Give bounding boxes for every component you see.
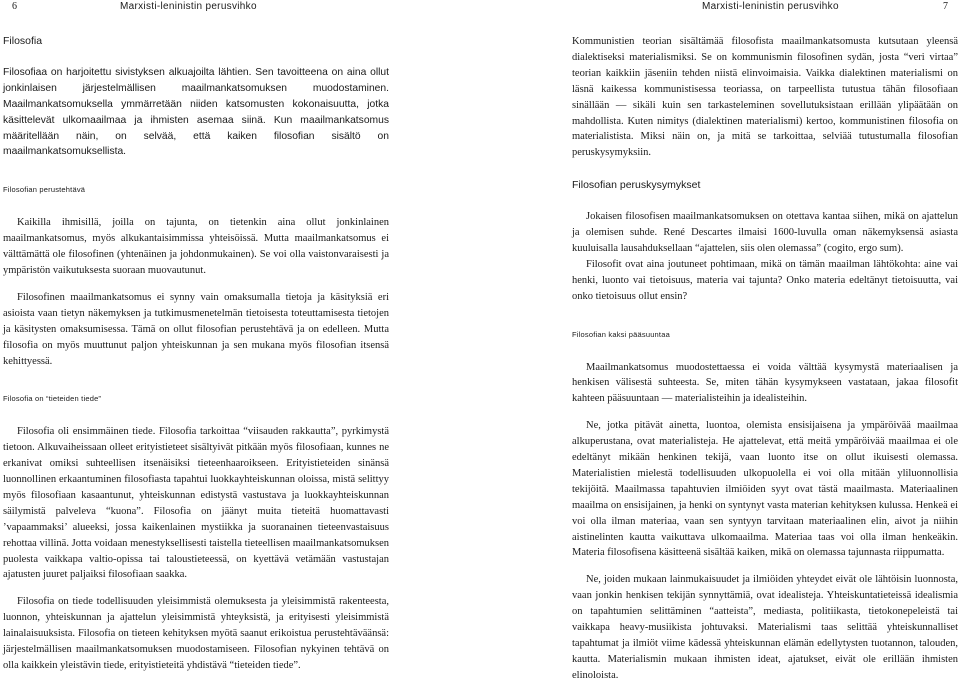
subheading-perustehtava: Filosofian perustehtävä <box>3 185 86 195</box>
right-page-header <box>486 0 948 14</box>
right-page-column <box>572 34 958 684</box>
paragraph: Filosofia oli ensimmäinen tiede. Filosofia tarkoittaa “viisauden rakkautta”, pyrkimystä tietoon. Alkuvaiheissaan olleet erityistieteet sisältyivät pitkään myös filosofiaan, kunnes ne erkanivat omiksi suhteellisen itsenäisiksi tieteenhaaroikseen. Erityistieteiden sinänsä luonnollinen erkaantuminen filosofiasta tapahtui luokkayhteiskunnan oloissa, mistä selittyy myös filosofiaan kasaantunut, yhteiskunnan edistystä vastustava ja luokkayhteiskunnan säilymistä palveleva “kuona”. Filosofia on jäänyt muita tieteitä huomattavasti ’vapaammaksi’ alueeksi, jossa kaikenlainen mystiikka ja suoranainen tieteenvastaisuus rehottaa villinä. Jotta voidaan menestyksellisesti taistella tieteellisen maailmankatsomuksen puolesta vaikkapa valtio-opissa tai taloustieteessä, on kyettävä vetämään vastustajan ajatusten juuret paljaiksi filosofiaan saakka. <box>3 426 389 581</box>
intro-block <box>3 65 389 160</box>
left-page-column <box>3 34 389 674</box>
paragraph: Ne, joiden mukaan lainmukaisuudet ja ilmiöiden yhteydet eivät ole lähtöisin luonnosta, vaan jonkin henkisen tekijän synnyttämiä, ovat idealisteja. Yhteiskuntatieteissä idealismia on tapahtumien selittäminen “aatteista”, mediasta, politiikasta, tietokonepeleistä tai vaikkapa heavy-musiikista johtuvaksi. Materialismi taas selittää yhteiskunnalliset tapahtumat ja ilmiöt viime kädessä yhteiskunnan elämän edellytysten tuotannon, talouden, kautta. Materialismin mukaan ihmisten ideat, ajatukset, eivät ole erillään ihmisten elinoloista. <box>572 574 958 681</box>
paragraph: Filosofit ovat aina joutuneet pohtimaan, mikä on tämän maailman lähtökohta: aine vai henki, luonto vai tietoisuus, materia vai tajunta? Onko materia edeltänyt tietoisuutta, vai onko tietoisuus ollut ensin? <box>572 258 958 302</box>
subheading-tieteiden-tiede: Filosofia on “tieteiden tiede” <box>3 394 102 404</box>
right-page-number: 7 <box>943 1 948 12</box>
paragraph: Filosofia on tiede todellisuuden yleisimmistä olemuksesta ja yleisimmistä rakenteesta, luonnon, yhteiskunnan ja ajattelun yleisimmistä yhteyksistä, ja erityisesti yleisimmistä lainalaisuuksista. Filosofia on tieteen kehityksen myötä saanut erikoistua perustehtäväänsä: järjestelmällisen maailmankatsomuksen muodostamiseen. Filosofian nykyinen tehtävä on olla kaikkein yleistävin tiede, erityistieteitä yhdistävä “tieteiden tiede”. <box>3 596 389 671</box>
paragraph: Filosofinen maailmankatsomus ei synny vain omaksumalla tietoja ja käsityksiä eri asioista vaan tietyn näkemyksen ja tutkimusmenetelmän tietoisesta toteuttamisesta tietojen ja käsitysten omaksumisessa. Tämä on ollut filosofian perustehtävä ja on edelleen. Mutta filosofia on myös muuttunut paljon yhteiskunnan ja sen mukana myös filosofian itsensä kehittyessä. <box>3 291 389 367</box>
paragraph: Kommunistien teorian sisältämää filosofista maailmankatsomusta kutsutaan yleensä dialektiseksi materialismiksi. Se on kommunismin filosofinen sydän, josta “veri virtaa” teorian kaikkiin jäseniin tehden niistä elinvoimaisia. Vaikka dialektinen materialismi on läsnä kaikessa kommunistisessa teoriassa, on tarpeellista tutustua tähän filosofiaan sinällään — sikäli kuin sen tarkasteleminen sovellutuksistaan erillään ylipäätään on mahdollista. Kuten nimitys (dialektinen materialismi) kertoo, kommunistinen filosofia on materialistista. Miksi näin on, ja mitä se tarkoittaa, selviää tutustumalla filosofian peruskysymyksiin. <box>572 36 958 159</box>
paragraph: Kaikilla ihmisillä, joilla on tajunta, on tietenkin aina ollut jonkinlainen maailmankatsomus, myös alkukantaisimmissa yhteisöissä. Mutta maailmankatsomus ei välttämättä ole filosofinen (yhtenäinen ja johdonmukainen). Se voi olla vaistonvaraisesti ja ympäristön vaikutuksesta suoraan muovautunut. <box>3 217 389 276</box>
paragraph: Maailmankatsomus muodostettaessa ei voida välttää kysymystä materiaalisen ja henkisen välisestä suhteesta. Se, miten tähän kysymykseen vastataan, jakaa filosofit kahteen pääsuuntaan — materialisteihin ja idealisteihin. <box>572 361 958 405</box>
left-running-title: Marxisti-leninistin perusvihko <box>120 1 257 12</box>
subheading-kaksi-paasuuntaa: Filosofian kaksi pääsuuntaa <box>572 329 670 339</box>
left-page-header <box>12 0 474 14</box>
left-page-number: 6 <box>12 1 17 12</box>
section-title-peruskysymykset: Filosofian peruskysymykset <box>572 179 701 192</box>
intro-paragraph: Filosofiaa on harjoitettu sivistyksen alkuajoilta lähtien. Sen tavoitteena on aina ollut jonkinlaisen järjestelmällisen maailmankatsomuksen muodostaminen. Maailmankatsomuksella ymmärretään niiden katsomusten kokonaisuutta, jotka käsittelevät ulkomaailmaa ja ihmisten asemaa siinä. Kun maailmankatsomus määritellään näin, on selvää, että kaiken filosofian sisältö on maailmankatsomuksellista. <box>3 66 389 158</box>
paragraph: Ne, jotka pitävät ainetta, luontoa, olemista ensisijaisena ja ympäröivää maailmaa alkuperustana, ovat materialisteja. He ajattelevat, että meitä ympäröivää maailmaa ei ole edeltänyt mikään henkinen tekijä, vaan luonto itse on ollut ikuisesti olemassa. Materialistien mielestä todellisuuden ulkopuolella ei voi olla mitään yliluonnollisia tekijöitä. Maailmassa tapahtuvien ilmiöiden syyt ovat tästä maailmasta. Materiaalinen maailma on ensisijainen, ja henki on syntynyt vasta materian kehityksen kulussa. Henkeä ei voi olla ilman materiaa, vaan sen syntyyn tarvitaan materiaalinen elin, aivot ja niihin aistinelinten kautta vaikuttava ulkomaailma. Materiaa taas voi olla ilman henkeäkin. Materia filosofisena käsitteenä sisältää kaiken, mikä on olemassa tajunnasta riippumatta. <box>572 420 958 559</box>
paragraph: Jokaisen filosofisen maailmankatsomuksen on otettava kantaa siihen, mikä on ajattelun ja olemisen suhde. René Descartes ilmaisi 1600-luvulla oman näkemyksensä asiasta kuuluisalla lausahduksellaan “ajattelen, siis olen olemassa” (cogito, ergo sum). <box>572 211 958 254</box>
right-running-title: Marxisti-leninistin perusvihko <box>702 1 839 12</box>
section-title-filosofia: Filosofia <box>3 35 43 47</box>
